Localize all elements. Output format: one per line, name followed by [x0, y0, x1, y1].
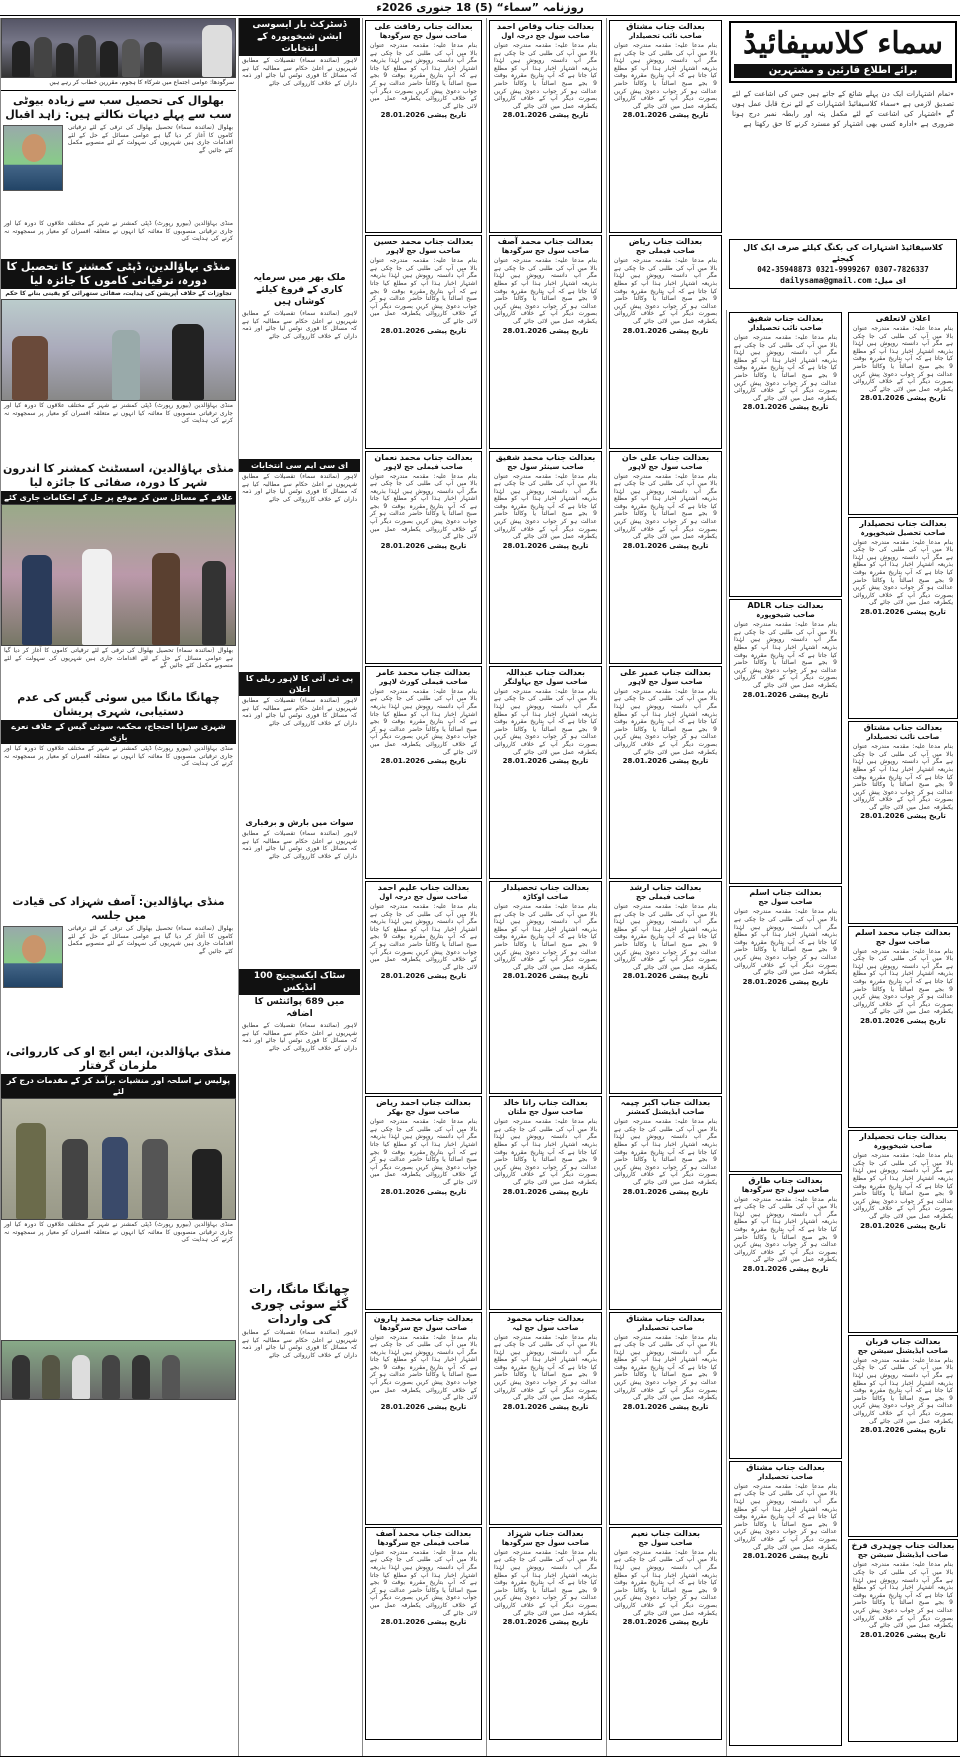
notices-column-4: [486, 18, 604, 1756]
notice-date: تاریخ پیشی 28.01.2026: [860, 812, 946, 821]
court-notice: [609, 20, 722, 233]
article-text: منڈی بہاؤالدین (بیورو رپورٹ) ڈپٹی کمشنر نے شہر کے مختلف علاقوں کا دورہ کیا اور جاری ترقیاتی منصوبوں کا معائنہ کیا انہوں نے متعلقہ افسران کو معیار پر سمجھوتہ نہ کرنے کی ہدایت کی: [4, 220, 233, 243]
notice-judge: صاحب تحصیلدار: [637, 1323, 694, 1332]
court-notice: [489, 1096, 602, 1309]
notice-body: بنام مدعا علیہ: مقدمہ مندرجہ عنوان بالا میں آپ کی طلبی کی جا چکی ہے مگر آپ دانستہ روپوش ہیں لہٰذا بذریعہ اشتہار اخبار ہذا آپ کو مطلع کیا جاتا ہے کہ آپ بتاریخ مقررہ بوقت 9 بجے صبح اصالتاً یا وکالتاً حاضر عدالت ہو کر جواب دعویٰ پیش کریں بصورت دیگر آپ کے خلاف کارروائی یکطرفہ عمل میں لائی جائے گی: [853, 1356, 953, 1425]
notice-date: تاریخ پیشی 28.01.2026: [742, 1552, 829, 1561]
headline: منڈی بہاؤالدین، ڈپٹی کمشنر کا تحصیل کا دورہ، ترقیاتی کاموں کا جائزہ لیا: [1, 259, 236, 289]
notice-court: بعدالت جناب محمد عامر: [376, 667, 471, 677]
notice-court: بعدالت جناب محمد اسلم: [855, 927, 951, 937]
court-notice: [848, 721, 958, 924]
photo-group: [1, 1340, 236, 1400]
headline: منڈی بہاؤالدین، ایس ایچ او کی کارروائی، ملزمان گرفتار: [5, 1045, 232, 1072]
court-notice: [365, 881, 482, 1094]
notice-body: بنام مدعا علیہ: مقدمہ مندرجہ عنوان بالا میں آپ کی طلبی کی جا چکی ہے مگر آپ دانستہ روپوش ہیں لہٰذا بذریعہ اشتہار اخبار ہذا آپ کو مطلع کیا جاتا ہے کہ آپ بتاریخ مقررہ بوقت 9 بجے صبح اصالتاً یا وکالتاً حاضر عدالت ہو کر جواب دعویٰ پیش کریں بصورت دیگر آپ کے خلاف کارروائی یکطرفہ عمل میں لائی جائے گی: [370, 257, 478, 325]
notice-body: بنام مدعا علیہ: مقدمہ مندرجہ عنوان بالا میں آپ کی طلبی کی جا چکی ہے مگر آپ دانستہ روپوش ہیں لہٰذا بذریعہ اشتہار اخبار ہذا آپ کو مطلع کیا جاتا ہے کہ آپ بتاریخ مقررہ بوقت 9 بجے صبح اصالتاً یا وکالتاً حاضر عدالت ہو کر جواب دعویٰ پیش کریں بصورت دیگر آپ کے خلاف کارروائی یکطرفہ عمل میں لائی جائے گی: [494, 472, 597, 541]
court-notice: [365, 1096, 482, 1309]
notice-date: تاریخ پیشی 28.01.2026: [380, 1618, 467, 1627]
notice-court: بعدالت جناب مشتاق: [863, 723, 943, 733]
news-column-left: [0, 18, 236, 1756]
court-notice: [729, 1461, 842, 1746]
court-notice: [489, 451, 602, 664]
court-notice: [489, 235, 602, 448]
notice-court: بعدالت جناب محمد حسین: [373, 237, 474, 247]
notice-court: بعدالت جناب احمد ریاض: [376, 1098, 471, 1108]
photo-market-visit: [1, 504, 236, 646]
email-label: ای میل:: [874, 276, 906, 285]
article-text: بھلوال (نمائندہ سماء) تحصیل بھلوال کی ترقی کے لئے ترقیاتی کاموں کا آغاز کر دیا گیا ہے عوامی مسائل کے حل کے لئے اقدامات جاری ہیں شہریوں کی سہولت کے لئے منصوبے مکمل کئے جائیں گے: [68, 925, 233, 955]
headline: ڈسٹرکٹ بار ایسوسی ایشن شیخوپورہ کے انتخابات: [239, 18, 360, 56]
notice-judge: صاحب سول جج: [638, 1538, 693, 1547]
court-notice: [729, 599, 842, 884]
article-text: بھلوال (نمائندہ سماء) تحصیل بھلوال کی ترقی کے لئے ترقیاتی کاموں کا آغاز کر دیا گیا ہے عوامی مسائل کے حل کے لئے اقدامات جاری ہیں شہریوں کی سہولت کے لئے منصوبے مکمل کئے جائیں گے: [68, 124, 233, 154]
notice-court: بعدالت جناب ریاض: [628, 237, 703, 247]
page-footer-rule: [0, 1756, 960, 1762]
notice-body: بنام مدعا علیہ: مقدمہ مندرجہ عنوان بالا میں آپ کی طلبی کی جا چکی ہے مگر آپ دانستہ روپوش ہیں لہٰذا بذریعہ اشتہار اخبار ہذا آپ کو مطلع کیا جاتا ہے کہ آپ بتاریخ مقررہ بوقت 9 بجے صبح اصالتاً یا وکالتاً حاضر عدالت ہو کر جواب دعویٰ پیش کریں بصورت دیگر آپ کے خلاف کارروائی یکطرفہ عمل میں لائی جائے گی: [614, 903, 717, 971]
notice-body: بنام مدعا علیہ: مقدمہ مندرجہ عنوان بالا میں آپ کی طلبی کی جا چکی ہے مگر آپ دانستہ روپوش ہیں لہٰذا بذریعہ اشتہار اخبار ہذا آپ کو مطلع کیا جاتا ہے کہ آپ بتاریخ مقررہ بوقت 9 بجے صبح اصالتاً یا وکالتاً حاضر عدالت ہو کر جواب دعویٰ پیش کریں بصورت دیگر آپ کے خلاف کارروائی یکطرفہ عمل میں لائی جائے گی: [494, 1548, 597, 1617]
court-notice: [365, 666, 482, 879]
notice-body: بنام مدعا علیہ: مقدمہ مندرجہ عنوان بالا میں آپ کی طلبی کی جا چکی ہے مگر آپ دانستہ روپوش ہیں لہٰذا بذریعہ اشتہار اخبار ہذا آپ کو مطلع کیا جاتا ہے کہ آپ بتاریخ مقررہ بوقت 9 بجے صبح اصالتاً یا وکالتاً حاضر عدالت ہو کر جواب دعویٰ پیش کریں بصورت دیگر آپ کے خلاف کارروائی یکطرفہ عمل میں لائی جائے گی: [370, 903, 478, 971]
notice-body: بنام مدعا علیہ: مقدمہ مندرجہ عنوان بالا میں آپ کی طلبی کی جا چکی ہے مگر آپ دانستہ روپوش ہیں لہٰذا بذریعہ اشتہار اخبار ہذا آپ کو مطلع کیا جاتا ہے کہ آپ بتاریخ مقررہ بوقت 9 بجے صبح اصالتاً یا وکالتاً حاضر عدالت ہو کر جواب دعویٰ پیش کریں بصورت دیگر آپ کے خلاف کارروائی یکطرفہ عمل میں لائی جائے گی: [853, 325, 953, 393]
article-text: لاہور (نمائندہ سماء) تفصیلات کے مطابق شہریوں نے اعلیٰ حکام سے مطالبہ کیا ہے کہ مسائل کا فوری نوٹس لیا جائے اور ذمہ داران کے خلاف کارروائی کی جائے: [242, 1329, 357, 1359]
notice-date: تاریخ پیشی 28.01.2026: [380, 326, 467, 335]
court-notice: [609, 1312, 722, 1525]
court-notice: [365, 451, 482, 664]
photo-field-visit: [1, 299, 236, 401]
court-notice: [848, 926, 958, 1129]
notice-court: بعدالت جناب محمد آصف: [375, 1528, 472, 1538]
notice-judge: صاحب فیملی جج لاہور: [383, 462, 464, 471]
court-notice: [489, 881, 602, 1094]
notice-court: بعدالت جناب شفیق: [747, 314, 824, 323]
notice-body: بنام مدعا علیہ: مقدمہ مندرجہ عنوان بالا میں آپ کی طلبی کی جا چکی ہے مگر آپ دانستہ روپوش ہیں لہٰذا بذریعہ اشتہار اخبار ہذا آپ کو مطلع کیا جاتا ہے کہ آپ بتاریخ مقررہ بوقت 9 بجے صبح اصالتاً یا وکالتاً حاضر عدالت ہو کر جواب دعویٰ پیش کریں بصورت دیگر آپ کے خلاف کارروائی یکطرفہ عمل میں لائی جائے گی: [853, 1152, 953, 1220]
notice-date: تاریخ پیشی 28.01.2026: [502, 1618, 589, 1627]
court-notice: [365, 1312, 482, 1525]
notice-body: بنام مدعا علیہ: مقدمہ مندرجہ عنوان بالا میں آپ کی طلبی کی جا چکی ہے مگر آپ دانستہ روپوش ہیں لہٰذا بذریعہ اشتہار اخبار ہذا آپ کو مطلع کیا جاتا ہے کہ آپ بتاریخ مقررہ بوقت 9 بجے صبح اصالتاً یا وکالتاً حاضر عدالت ہو کر جواب دعویٰ پیش کریں بصورت دیگر آپ کے خلاف کارروائی یکطرفہ عمل میں لائی جائے گی: [370, 1118, 478, 1186]
notice-date: تاریخ پیشی 28.01.2026: [622, 757, 709, 766]
notice-body: بنام مدعا علیہ: مقدمہ مندرجہ عنوان بالا میں آپ کی طلبی کی جا چکی ہے مگر آپ دانستہ روپوش ہیں لہٰذا بذریعہ اشتہار اخبار ہذا آپ کو مطلع کیا جاتا ہے کہ آپ بتاریخ مقررہ بوقت 9 بجے صبح اصالتاً یا وکالتاً حاضر عدالت ہو کر جواب دعویٰ پیش کریں بصورت دیگر آپ کے خلاف کارروائی یکطرفہ عمل میں لائی جائے گی: [494, 687, 597, 756]
notice-court: بعدالت جناب ارشد: [629, 883, 702, 892]
photo-gathering: [1, 18, 236, 78]
notice-date: تاریخ پیشی 28.01.2026: [742, 690, 829, 699]
notice-court: بعدالت جناب محمد آصف: [497, 237, 594, 247]
notice-judge: صاحب سول جج: [875, 937, 931, 946]
article-text: لاہور (نمائندہ سماء) تفصیلات کے مطابق شہریوں نے اعلیٰ حکام سے مطالبہ کیا ہے کہ مسائل کا فوری نوٹس لیا جائے اور ذمہ داران کے خلاف کارروائی کی جائے: [242, 697, 357, 727]
notice-date: تاریخ پیشی 28.01.2026: [502, 111, 589, 120]
headline: بھلوال کی تحصیل سب سے زیادہ بیوٹی سب سے پہلے دیہات نکالتے ہیں: زاہد اقبال: [5, 94, 232, 121]
article-text: بھلوال (نمائندہ سماء) تحصیل بھلوال کی ترقی کے لئے ترقیاتی کاموں کا آغاز کر دیا گیا ہے عوامی مسائل کے حل کے لئے اقدامات جاری ہیں شہریوں کی سہولت کے لئے منصوبے مکمل کئے جائیں گے: [4, 647, 233, 670]
notice-judge: صاحب شیخوپورہ: [873, 1142, 933, 1151]
court-notice: [848, 1539, 958, 1742]
notice-judge: صاحب سول جج درجہ اول: [501, 32, 590, 40]
notice-judge: صاحب فیملی جج: [636, 247, 695, 256]
notice-body: بنام مدعا علیہ: مقدمہ مندرجہ عنوان بالا میں آپ کی طلبی کی جا چکی ہے مگر آپ دانستہ روپوش ہیں لہٰذا بذریعہ اشتہار اخبار ہذا آپ کو مطلع کیا جاتا ہے کہ آپ بتاریخ مقررہ بوقت 9 بجے صبح اصالتاً یا وکالتاً حاضر عدالت ہو کر جواب دعویٰ پیش کریں بصورت دیگر آپ کے خلاف کارروائی یکطرفہ عمل میں لائی جائے گی: [494, 1118, 597, 1186]
headline: سوات میں بارش و برفباری: [245, 818, 354, 827]
notice-date: تاریخ پیشی 28.01.2026: [742, 403, 829, 412]
article-text: منڈی بہاؤالدین (بیورو رپورٹ) ڈپٹی کمشنر نے شہر کے مختلف علاقوں کا دورہ کیا اور جاری ترقیاتی منصوبوں کا معائنہ کیا انہوں نے متعلقہ افسران کو معیار پر سمجھوتہ نہ کرنے کی ہدایت کی: [4, 1221, 233, 1244]
sub-headline: شہری سراپا احتجاج، محکمہ سوئی گیس کے خلاف نعرے بازی: [1, 720, 236, 744]
notice-date: تاریخ پیشی 28.01.2026: [622, 1618, 709, 1627]
notice-body: بنام مدعا علیہ: مقدمہ مندرجہ عنوان بالا میں آپ کی طلبی کی جا چکی ہے مگر آپ دانستہ روپوش ہیں لہٰذا بذریعہ اشتہار اخبار ہذا آپ کو مطلع کیا جاتا ہے کہ آپ بتاریخ مقررہ بوقت 9 بجے صبح اصالتاً یا وکالتاً حاضر عدالت ہو کر جواب دعویٰ پیش کریں بصورت دیگر آپ کے خلاف کارروائی یکطرفہ عمل میں لائی جائے گی: [494, 42, 597, 110]
notice-court: بعدالت جناب محمد شفیق: [495, 452, 596, 462]
notice-judge: صاحب تحصیل شیخوپورہ: [860, 528, 946, 537]
notice-court: بعدالت جناب وقاص احمد: [496, 22, 595, 31]
court-notice: [609, 451, 722, 664]
notice-judge: صاحب ایڈیشنل سیشن جج: [857, 1551, 949, 1560]
court-notice: [729, 312, 842, 597]
notice-judge: صاحب ایڈیشنل کمشنر: [626, 1108, 705, 1117]
court-notice: [489, 666, 602, 879]
article-text: لاہور (نمائندہ سماء) تفصیلات کے مطابق شہریوں نے اعلیٰ حکام سے مطالبہ کیا ہے کہ مسائل کا فوری نوٹس لیا جائے اور ذمہ داران کے خلاف کارروائی کی جائے: [242, 1022, 357, 1052]
notice-court: بعدالت جناب تحصیلدار: [859, 1132, 947, 1142]
court-notice: [848, 1335, 958, 1538]
notice-date: تاریخ پیشی 28.01.2026: [860, 394, 946, 403]
notice-judge: صاحب تحصیلدار: [757, 1472, 814, 1481]
notice-court: اعلان لاتعلقی: [875, 314, 931, 323]
notice-court: بعدالت جناب شہزاد: [507, 1528, 584, 1538]
headline: چھانگا مانگا، رات گئے سوئی چوری کی واردات: [249, 1282, 350, 1326]
notice-date: تاریخ پیشی 28.01.2026: [622, 326, 709, 335]
notice-date: تاریخ پیشی 28.01.2026: [502, 972, 589, 981]
article-text: لاہور (نمائندہ سماء) تفصیلات کے مطابق شہریوں نے اعلیٰ حکام سے مطالبہ کیا ہے کہ مسائل کا فوری نوٹس لیا جائے اور ذمہ داران کے خلاف کارروائی کی جائے: [242, 310, 357, 340]
notice-date: تاریخ پیشی 28.01.2026: [622, 541, 709, 550]
notice-date: تاریخ پیشی 28.01.2026: [622, 972, 709, 981]
court-notice: [848, 312, 958, 515]
notice-court: بعدالت جناب علیم احمد: [377, 883, 470, 892]
notice-court: بعدالت جناب نعیم: [630, 1528, 701, 1538]
notice-judge: صاحب سول جج ملتان: [507, 1108, 584, 1117]
court-notice: [848, 517, 958, 720]
notice-body: بنام مدعا علیہ: مقدمہ مندرجہ عنوان بالا میں آپ کی طلبی کی جا چکی ہے مگر آپ دانستہ روپوش ہیں لہٰذا بذریعہ اشتہار اخبار ہذا آپ کو مطلع کیا جاتا ہے کہ آپ بتاریخ مقررہ بوقت 9 بجے صبح اصالتاً یا وکالتاً حاضر عدالت ہو کر جواب دعویٰ پیش کریں بصورت دیگر آپ کے خلاف کارروائی یکطرفہ عمل میں لائی جائے گی: [370, 687, 478, 756]
notice-date: تاریخ پیشی 28.01.2026: [622, 1187, 709, 1196]
headline: میں 689 پوائنٹس کا اضافہ: [254, 997, 345, 1019]
sub-headline: تجاوزات کے خلاف آپریشن کی ہدایت، صفائی ستھرائی کو یقینی بنانے کا حکم: [5, 290, 232, 297]
notice-body: بنام مدعا علیہ: مقدمہ مندرجہ عنوان بالا میں آپ کی طلبی کی جا چکی ہے مگر آپ دانستہ روپوش ہیں لہٰذا بذریعہ اشتہار اخبار ہذا آپ کو مطلع کیا جاتا ہے کہ آپ بتاریخ مقررہ بوقت 9 بجے صبح اصالتاً یا وکالتاً حاضر عدالت ہو کر جواب دعویٰ پیش کریں بصورت دیگر آپ کے خلاف کارروائی یکطرفہ عمل میں لائی جائے گی: [734, 908, 837, 977]
notice-body: بنام مدعا علیہ: مقدمہ مندرجہ عنوان بالا میں آپ کی طلبی کی جا چکی ہے مگر آپ دانستہ روپوش ہیں لہٰذا بذریعہ اشتہار اخبار ہذا آپ کو مطلع کیا جاتا ہے کہ آپ بتاریخ مقررہ بوقت 9 بجے صبح اصالتاً یا وکالتاً حاضر عدالت ہو کر جواب دعویٰ پیش کریں بصورت دیگر آپ کے خلاف کارروائی یکطرفہ عمل میں لائی جائے گی: [614, 257, 717, 325]
notice-body: بنام مدعا علیہ: مقدمہ مندرجہ عنوان بالا میں آپ کی طلبی کی جا چکی ہے مگر آپ دانستہ روپوش ہیں لہٰذا بذریعہ اشتہار اخبار ہذا آپ کو مطلع کیا جاتا ہے کہ آپ بتاریخ مقررہ بوقت 9 بجے صبح اصالتاً یا وکالتاً حاضر عدالت ہو کر جواب دعویٰ پیش کریں بصورت دیگر آپ کے خلاف کارروائی یکطرفہ عمل میں لائی جائے گی: [370, 42, 478, 110]
notice-court: بعدالت جناب رانا خالد: [503, 1098, 588, 1108]
notice-court: بعدالت جناب مشتاق: [746, 1462, 825, 1472]
notice-body: بنام مدعا علیہ: مقدمہ مندرجہ عنوان بالا میں آپ کی طلبی کی جا چکی ہے مگر آپ دانستہ روپوش ہیں لہٰذا بذریعہ اشتہار اخبار ہذا آپ کو مطلع کیا جاتا ہے کہ آپ بتاریخ مقررہ بوقت 9 بجے صبح اصالتاً یا وکالتاً حاضر عدالت ہو کر جواب دعویٰ پیش کریں بصورت دیگر آپ کے خلاف کارروائی یکطرفہ عمل میں لائی جائے گی: [370, 472, 478, 541]
court-notice: [365, 20, 482, 233]
court-notice: [609, 1096, 722, 1309]
headline: چھانگا مانگا میں سوئی گیس کی عدم دستیابی، شہری پریشان: [17, 691, 220, 718]
court-notice: [729, 1174, 842, 1459]
notice-body: بنام مدعا علیہ: مقدمہ مندرجہ عنوان بالا میں آپ کی طلبی کی جا چکی ہے مگر آپ دانستہ روپوش ہیں لہٰذا بذریعہ اشتہار اخبار ہذا آپ کو مطلع کیا جاتا ہے کہ آپ بتاریخ مقررہ بوقت 9 بجے صبح اصالتاً یا وکالتاً حاضر عدالت ہو کر جواب دعویٰ پیش کریں بصورت دیگر آپ کے خلاف کارروائی یکطرفہ عمل میں لائی جائے گی: [853, 1561, 953, 1630]
notice-judge: صاحب سول جج سرگودھا: [741, 1185, 830, 1194]
notice-court: بعدالت جناب عبداللہ: [505, 667, 586, 677]
notice-date: تاریخ پیشی 28.01.2026: [860, 1221, 946, 1230]
notices-column-6: [726, 310, 844, 1756]
notice-judge: صاحب سول جج سرگودھا: [501, 1538, 590, 1547]
court-notice: [489, 20, 602, 233]
notice-judge: صاحب سول جج سرگودھا: [379, 32, 468, 40]
headline: سٹاک ایکسچینج 100 انڈیکس: [239, 969, 360, 995]
notice-body: بنام مدعا علیہ: مقدمہ مندرجہ عنوان بالا میں آپ کی طلبی کی جا چکی ہے مگر آپ دانستہ روپوش ہیں لہٰذا بذریعہ اشتہار اخبار ہذا آپ کو مطلع کیا جاتا ہے کہ آپ بتاریخ مقررہ بوقت 9 بجے صبح اصالتاً یا وکالتاً حاضر عدالت ہو کر جواب دعویٰ پیش کریں بصورت دیگر آپ کے خلاف کارروائی یکطرفہ عمل میں لائی جائے گی: [734, 621, 837, 689]
notice-judge: صاحب سینئر سول جج: [507, 462, 584, 471]
article-text: منڈی بہاؤالدین (بیورو رپورٹ) ڈپٹی کمشنر نے شہر کے مختلف علاقوں کا دورہ کیا اور جاری ترقیاتی منصوبوں کا معائنہ کیا انہوں نے متعلقہ افسران کو معیار پر سمجھوتہ نہ کرنے کی ہدایت کی: [4, 402, 233, 425]
headline: منڈی بہاؤالدین: آصف شہزاد کی قیادت میں جلسہ: [12, 895, 225, 922]
notices-column-3: [362, 18, 484, 1756]
notice-date: تاریخ پیشی 28.01.2026: [622, 111, 709, 120]
headline: پی ٹی آئی کا لاہور ریلی کا اعلان: [239, 672, 360, 696]
court-notice: [729, 886, 842, 1171]
court-notice: [609, 1527, 722, 1740]
court-notice: [489, 1527, 602, 1740]
notice-judge: صاحب سول جج درجہ اول: [379, 893, 468, 901]
news-column-2: [238, 18, 360, 1756]
notice-judge: صاحب فیملی کورٹ لاہور: [379, 677, 468, 686]
notice-court: بعدالت جناب طارق: [748, 1175, 823, 1185]
notices-column-7: [846, 310, 960, 1756]
contact-box: [729, 239, 957, 289]
notice-court: بعدالت جناب علی خان: [621, 452, 710, 462]
notice-date: تاریخ پیشی 28.01.2026: [380, 541, 467, 550]
notice-court: بعدالت جناب رفاقت علی: [374, 22, 473, 31]
notice-judge: صاحب سول جج لاہور: [628, 462, 703, 471]
notice-body: بنام مدعا علیہ: مقدمہ مندرجہ عنوان بالا میں آپ کی طلبی کی جا چکی ہے مگر آپ دانستہ روپوش ہیں لہٰذا بذریعہ اشتہار اخبار ہذا آپ کو مطلع کیا جاتا ہے کہ آپ بتاریخ مقررہ بوقت 9 بجے صبح اصالتاً یا وکالتاً حاضر عدالت ہو کر جواب دعویٰ پیش کریں بصورت دیگر آپ کے خلاف کارروائی یکطرفہ عمل میں لائی جائے گی: [614, 42, 717, 110]
court-notice: [365, 1527, 482, 1740]
court-notice: [848, 1130, 958, 1333]
notices-column-5: [606, 18, 724, 1756]
notice-date: تاریخ پیشی 28.01.2026: [380, 757, 467, 766]
notice-judge: صاحب فیملی جج سرگودھا: [377, 1538, 470, 1547]
notice-court: بعدالت جناب اکبر چیمہ: [620, 1098, 711, 1108]
notice-date: تاریخ پیشی 28.01.2026: [380, 111, 467, 120]
notice-court: بعدالت جناب چوہدری فرخ: [851, 1541, 955, 1551]
sub-headline: علاقے کے مسائل سن کر موقع پر حل کے احکامات جاری کئے: [1, 491, 236, 504]
notice-judge: صاحب شیخوپورہ: [756, 611, 815, 620]
notice-judge: صاحب نائب تحصیلدار: [866, 733, 940, 742]
notice-judge: صاحب نائب تحصیلدار: [629, 32, 702, 40]
notice-court: بعدالت جناب ADLR: [747, 601, 824, 611]
notice-judge: صاحب سول جج لیہ: [512, 1323, 579, 1332]
article-text: لاہور (نمائندہ سماء) تفصیلات کے مطابق شہریوں نے اعلیٰ حکام سے مطالبہ کیا ہے کہ مسائل کا فوری نوٹس لیا جائے اور ذمہ داران کے خلاف کارروائی کی جائے: [242, 830, 357, 860]
notice-date: تاریخ پیشی 28.01.2026: [742, 977, 829, 986]
notice-court: بعدالت جناب مشتاق: [626, 1313, 705, 1323]
notice-date: تاریخ پیشی 28.01.2026: [380, 1187, 467, 1196]
notice-body: بنام مدعا علیہ: مقدمہ مندرجہ عنوان بالا میں آپ کی طلبی کی جا چکی ہے مگر آپ دانستہ روپوش ہیں لہٰذا بذریعہ اشتہار اخبار ہذا آپ کو مطلع کیا جاتا ہے کہ آپ بتاریخ مقررہ بوقت 9 بجے صبح اصالتاً یا وکالتاً حاضر عدالت ہو کر جواب دعویٰ پیش کریں بصورت دیگر آپ کے خلاف کارروائی یکطرفہ عمل میں لائی جائے گی: [853, 743, 953, 811]
phone-numbers[interactable]: 042-35948873 0321-9999267 0307-7826337: [757, 265, 929, 274]
notice-judge: صاحب نائب تحصیلدار: [749, 324, 822, 332]
notice-court: بعدالت جناب قربان: [865, 1336, 941, 1346]
article-text: لاہور (نمائندہ سماء) تفصیلات کے مطابق شہریوں نے اعلیٰ حکام سے مطالبہ کیا ہے کہ مسائل کا فوری نوٹس لیا جائے اور ذمہ داران کے خلاف کارروائی کی جائے: [242, 57, 357, 87]
sub-headline: پولیس نے اسلحہ اور منشیات برآمد کر کے مقدمات درج کر لئے: [1, 1074, 236, 1098]
notice-judge: صاحب سول جج لاہور: [386, 247, 461, 256]
notice-judge: صاحب سول جج لاہور: [628, 677, 703, 686]
notice-judge: صاحب سول جج: [758, 898, 813, 907]
notice-date: تاریخ پیشی 28.01.2026: [502, 757, 589, 766]
notice-court: بعدالت جناب اسلم: [749, 888, 822, 898]
notice-body: بنام مدعا علیہ: مقدمہ مندرجہ عنوان بالا میں آپ کی طلبی کی جا چکی ہے مگر آپ دانستہ روپوش ہیں لہٰذا بذریعہ اشتہار اخبار ہذا آپ کو مطلع کیا جاتا ہے کہ آپ بتاریخ مقررہ بوقت 9 بجے صبح اصالتاً یا وکالتاً حاضر عدالت ہو کر جواب دعویٰ پیش کریں بصورت دیگر آپ کے خلاف کارروائی یکطرفہ عمل میں لائی جائے گی: [494, 257, 597, 325]
notice-date: تاریخ پیشی 28.01.2026: [860, 1630, 946, 1639]
notice-date: تاریخ پیشی 28.01.2026: [502, 1402, 589, 1411]
court-notice: [609, 881, 722, 1094]
notice-judge: صاحب سول جج بھکر: [387, 1108, 460, 1117]
notice-body: بنام مدعا علیہ: مقدمہ مندرجہ عنوان بالا میں آپ کی طلبی کی جا چکی ہے مگر آپ دانستہ روپوش ہیں لہٰذا بذریعہ اشتہار اخبار ہذا آپ کو مطلع کیا جاتا ہے کہ آپ بتاریخ مقررہ بوقت 9 بجے صبح اصالتاً یا وکالتاً حاضر عدالت ہو کر جواب دعویٰ پیش کریں بصورت دیگر آپ کے خلاف کارروائی یکطرفہ عمل میں لائی جائے گی: [853, 538, 953, 607]
court-notice: [489, 1312, 602, 1525]
notice-date: تاریخ پیشی 28.01.2026: [502, 1187, 589, 1196]
classified-masthead: [729, 21, 957, 83]
notice-court: بعدالت جناب تحصیلدار: [859, 518, 947, 528]
notice-court: بعدالت جناب محمد نعمان: [374, 452, 473, 462]
notice-court: بعدالت جناب مشتاق: [626, 22, 705, 31]
notice-judge: صاحب سول جج سرگودھا: [379, 1323, 468, 1332]
court-notice: [365, 235, 482, 448]
classified-rules: ٭تمام اشتہارات ایک دن پہلے شائع کے جاتے ہیں جس کی اشاعت کے لئے تصدیق لازمی ہے ٭سماء کلاسیفائیڈ اشتہارات کے لئے نرخ قابل عمل ہوں گے ٭اشتہار کی اشاعت کے لئے مکمل پتہ اور رابطہ نمبر درج ہونا ضروری ہے ٭ادارہ کسی بھی اشتہار کو مسترد کرنے کا حق رکھتا ہے: [732, 90, 954, 128]
notice-date: تاریخ پیشی 28.01.2026: [860, 1426, 946, 1435]
notice-date: تاریخ پیشی 28.01.2026: [860, 607, 946, 616]
notice-date: تاریخ پیشی 28.01.2026: [380, 1402, 467, 1411]
page-header: روزنامہ ”سماء“ (5) 18 جنوری 2026ء: [0, 0, 960, 16]
notice-body: بنام مدعا علیہ: مقدمہ مندرجہ عنوان بالا میں آپ کی طلبی کی جا چکی ہے مگر آپ دانستہ روپوش ہیں لہٰذا بذریعہ اشتہار اخبار ہذا آپ کو مطلع کیا جاتا ہے کہ آپ بتاریخ مقررہ بوقت 9 بجے صبح اصالتاً یا وکالتاً حاضر عدالت ہو کر جواب دعویٰ پیش کریں بصورت دیگر آپ کے خلاف کارروائی یکطرفہ عمل میں لائی جائے گی: [614, 1333, 717, 1402]
notice-court: بعدالت جناب عمیر علی: [620, 667, 711, 677]
notice-body: بنام مدعا علیہ: مقدمہ مندرجہ عنوان بالا میں آپ کی طلبی کی جا چکی ہے مگر آپ دانستہ روپوش ہیں لہٰذا بذریعہ اشتہار اخبار ہذا آپ کو مطلع کیا جاتا ہے کہ آپ بتاریخ مقررہ بوقت 9 بجے صبح اصالتاً یا وکالتاً حاضر عدالت ہو کر جواب دعویٰ پیش کریں بصورت دیگر آپ کے خلاف کارروائی یکطرفہ عمل میں لائی جائے گی: [734, 1195, 837, 1264]
notice-date: تاریخ پیشی 28.01.2026: [860, 1017, 946, 1026]
notice-body: بنام مدعا علیہ: مقدمہ مندرجہ عنوان بالا میں آپ کی طلبی کی جا چکی ہے مگر آپ دانستہ روپوش ہیں لہٰذا بذریعہ اشتہار اخبار ہذا آپ کو مطلع کیا جاتا ہے کہ آپ بتاریخ مقررہ بوقت 9 بجے صبح اصالتاً یا وکالتاً حاضر عدالت ہو کر جواب دعویٰ پیش کریں بصورت دیگر آپ کے خلاف کارروائی یکطرفہ عمل میں لائی جائے گی: [494, 903, 597, 971]
notice-court: بعدالت جناب تحصیلدار: [501, 883, 590, 892]
notice-date: تاریخ پیشی 28.01.2026: [502, 326, 589, 335]
notice-body: بنام مدعا علیہ: مقدمہ مندرجہ عنوان بالا میں آپ کی طلبی کی جا چکی ہے مگر آپ دانستہ روپوش ہیں لہٰذا بذریعہ اشتہار اخبار ہذا آپ کو مطلع کیا جاتا ہے کہ آپ بتاریخ مقررہ بوقت 9 بجے صبح اصالتاً یا وکالتاً حاضر عدالت ہو کر جواب دعویٰ پیش کریں بصورت دیگر آپ کے خلاف کارروائی یکطرفہ عمل میں لائی جائے گی: [853, 947, 953, 1016]
notice-date: تاریخ پیشی 28.01.2026: [380, 972, 467, 981]
portrait-photo: [3, 926, 63, 988]
article-text: منڈی بہاؤالدین (بیورو رپورٹ) ڈپٹی کمشنر نے شہر کے مختلف علاقوں کا دورہ کیا اور جاری ترقیاتی منصوبوں کا معائنہ کیا انہوں نے متعلقہ افسران کو معیار پر سمجھوتہ نہ کرنے کی ہدایت کی: [4, 745, 233, 768]
portrait-photo: [3, 125, 63, 191]
notice-body: بنام مدعا علیہ: مقدمہ مندرجہ عنوان بالا میں آپ کی طلبی کی جا چکی ہے مگر آپ دانستہ روپوش ہیں لہٰذا بذریعہ اشتہار اخبار ہذا آپ کو مطلع کیا جاتا ہے کہ آپ بتاریخ مقررہ بوقت 9 بجے صبح اصالتاً یا وکالتاً حاضر عدالت ہو کر جواب دعویٰ پیش کریں بصورت دیگر آپ کے خلاف کارروائی یکطرفہ عمل میں لائی جائے گی: [370, 1333, 478, 1402]
notice-date: تاریخ پیشی 28.01.2026: [742, 1264, 829, 1273]
notice-court: بعدالت جناب محمد ہارون: [373, 1313, 474, 1323]
notice-body: بنام مدعا علیہ: مقدمہ مندرجہ عنوان بالا میں آپ کی طلبی کی جا چکی ہے مگر آپ دانستہ روپوش ہیں لہٰذا بذریعہ اشتہار اخبار ہذا آپ کو مطلع کیا جاتا ہے کہ آپ بتاریخ مقررہ بوقت 9 بجے صبح اصالتاً یا وکالتاً حاضر عدالت ہو کر جواب دعویٰ پیش کریں بصورت دیگر آپ کے خلاف کارروائی یکطرفہ عمل میں لائی جائے گی: [734, 1482, 837, 1551]
classified-title: سماء کلاسیفائیڈ: [742, 26, 943, 61]
notice-body: بنام مدعا علیہ: مقدمہ مندرجہ عنوان بالا میں آپ کی طلبی کی جا چکی ہے مگر آپ دانستہ روپوش ہیں لہٰذا بذریعہ اشتہار اخبار ہذا آپ کو مطلع کیا جاتا ہے کہ آپ بتاریخ مقررہ بوقت 9 بجے صبح اصالتاً یا وکالتاً حاضر عدالت ہو کر جواب دعویٰ پیش کریں بصورت دیگر آپ کے خلاف کارروائی یکطرفہ عمل میں لائی جائے گی: [494, 1333, 597, 1402]
headline: ملک بھر میں سرمایہ کاری کے فروغ کیلئے کوشاں ہیں: [253, 273, 346, 307]
notice-body: بنام مدعا علیہ: مقدمہ مندرجہ عنوان بالا میں آپ کی طلبی کی جا چکی ہے مگر آپ دانستہ روپوش ہیں لہٰذا بذریعہ اشتہار اخبار ہذا آپ کو مطلع کیا جاتا ہے کہ آپ بتاریخ مقررہ بوقت 9 بجے صبح اصالتاً یا وکالتاً حاضر عدالت ہو کر جواب دعویٰ پیش کریں بصورت دیگر آپ کے خلاف کارروائی یکطرفہ عمل میں لائی جائے گی: [734, 334, 837, 402]
notice-judge: صاحب سول جج بہاولنگر: [503, 677, 588, 686]
court-notice: [609, 235, 722, 448]
notice-court: بعدالت جناب محمود: [506, 1313, 585, 1323]
photo-police-arrest: [1, 1098, 236, 1220]
notice-body: بنام مدعا علیہ: مقدمہ مندرجہ عنوان بالا میں آپ کی طلبی کی جا چکی ہے مگر آپ دانستہ روپوش ہیں لہٰذا بذریعہ اشتہار اخبار ہذا آپ کو مطلع کیا جاتا ہے کہ آپ بتاریخ مقررہ بوقت 9 بجے صبح اصالتاً یا وکالتاً حاضر عدالت ہو کر جواب دعویٰ پیش کریں بصورت دیگر آپ کے خلاف کارروائی یکطرفہ عمل میں لائی جائے گی: [614, 687, 717, 756]
notice-judge: صاحب فیملی جج: [636, 893, 695, 901]
notice-date: تاریخ پیشی 28.01.2026: [502, 541, 589, 550]
contact-heading: کلاسیفائیڈ اشتہارات کی بکنگ کیلئے صرف ایک کال کیجئے: [743, 243, 943, 263]
article-text: لاہور (نمائندہ سماء) تفصیلات کے مطابق شہریوں نے اعلیٰ حکام سے مطالبہ کیا ہے کہ مسائل کا فوری نوٹس لیا جائے اور ذمہ داران کے خلاف کارروائی کی جائے: [242, 473, 357, 503]
notice-body: بنام مدعا علیہ: مقدمہ مندرجہ عنوان بالا میں آپ کی طلبی کی جا چکی ہے مگر آپ دانستہ روپوش ہیں لہٰذا بذریعہ اشتہار اخبار ہذا آپ کو مطلع کیا جاتا ہے کہ آپ بتاریخ مقررہ بوقت 9 بجے صبح اصالتاً یا وکالتاً حاضر عدالت ہو کر جواب دعویٰ پیش کریں بصورت دیگر آپ کے خلاف کارروائی یکطرفہ عمل میں لائی جائے گی: [614, 472, 717, 541]
photo-caption: سرگودھا: عوامی اجتماع میں شرکاء کا ہجوم، مقررین خطاب کر رہے ہیں: [49, 79, 234, 86]
notice-body: بنام مدعا علیہ: مقدمہ مندرجہ عنوان بالا میں آپ کی طلبی کی جا چکی ہے مگر آپ دانستہ روپوش ہیں لہٰذا بذریعہ اشتہار اخبار ہذا آپ کو مطلع کیا جاتا ہے کہ آپ بتاریخ مقررہ بوقت 9 بجے صبح اصالتاً یا وکالتاً حاضر عدالت ہو کر جواب دعویٰ پیش کریں بصورت دیگر آپ کے خلاف کارروائی یکطرفہ عمل میں لائی جائے گی: [614, 1548, 717, 1617]
headline: ای سی ایم سی انتخابات: [239, 459, 360, 472]
notice-judge: صاحب اوکاڑہ: [522, 893, 569, 901]
notice-body: بنام مدعا علیہ: مقدمہ مندرجہ عنوان بالا میں آپ کی طلبی کی جا چکی ہے مگر آپ دانستہ روپوش ہیں لہٰذا بذریعہ اشتہار اخبار ہذا آپ کو مطلع کیا جاتا ہے کہ آپ بتاریخ مقررہ بوقت 9 بجے صبح اصالتاً یا وکالتاً حاضر عدالت ہو کر جواب دعویٰ پیش کریں بصورت دیگر آپ کے خلاف کارروائی یکطرفہ عمل میں لائی جائے گی: [614, 1118, 717, 1186]
notice-judge: صاحب ایڈیشنل سیشن جج: [857, 1346, 949, 1355]
headline: منڈی بہاؤالدین، اسسٹنٹ کمشنر کا اندرون شہر کا دورہ، صفائی کا جائزہ لیا: [3, 462, 234, 489]
notice-judge: صاحب سول جج سرگودھا: [501, 247, 590, 256]
classified-header: [726, 18, 960, 308]
classified-subtitle: برائے اطلاع قارئین و مشتہرین: [734, 64, 952, 78]
email-link[interactable]: dailysama@gmail.com: [780, 276, 872, 285]
court-notice: [609, 666, 722, 879]
notice-date: تاریخ پیشی 28.01.2026: [622, 1402, 709, 1411]
notice-body: بنام مدعا علیہ: مقدمہ مندرجہ عنوان بالا میں آپ کی طلبی کی جا چکی ہے مگر آپ دانستہ روپوش ہیں لہٰذا بذریعہ اشتہار اخبار ہذا آپ کو مطلع کیا جاتا ہے کہ آپ بتاریخ مقررہ بوقت 9 بجے صبح اصالتاً یا وکالتاً حاضر عدالت ہو کر جواب دعویٰ پیش کریں بصورت دیگر آپ کے خلاف کارروائی یکطرفہ عمل میں لائی جائے گی: [370, 1548, 478, 1617]
